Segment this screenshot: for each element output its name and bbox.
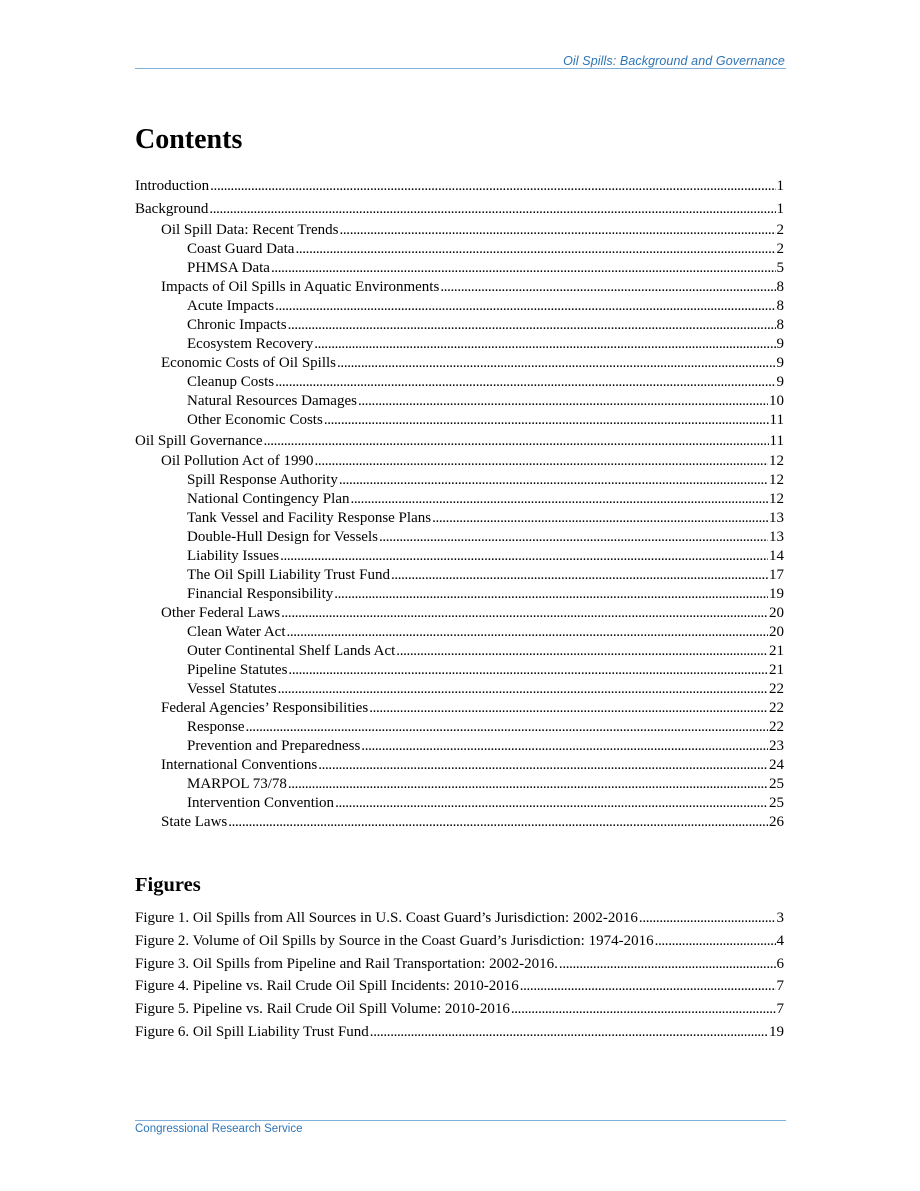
toc-entry-title: Tank Vessel and Facility Response Plans bbox=[187, 510, 432, 527]
toc-entry-page: 26 bbox=[769, 814, 784, 831]
toc-entry-page: 12 bbox=[769, 453, 784, 470]
toc-entry[interactable] bbox=[135, 335, 784, 354]
toc-entry-title: Other Economic Costs bbox=[187, 411, 323, 428]
toc-entry[interactable] bbox=[135, 547, 784, 566]
dot-leader bbox=[314, 335, 775, 354]
toc-entry-page: 14 bbox=[769, 548, 784, 565]
dot-leader bbox=[340, 221, 776, 240]
dot-leader bbox=[275, 373, 775, 392]
figure-entry-title: Figure 4. Pipeline vs. Rail Crude Oil Spill Incidents: 2010-2016 bbox=[135, 978, 519, 995]
toc-entry-page: 21 bbox=[769, 662, 784, 679]
dot-leader bbox=[318, 756, 768, 775]
toc-entry-page: 11 bbox=[769, 432, 784, 449]
figure-entry[interactable] bbox=[135, 1021, 784, 1044]
dot-leader bbox=[315, 452, 768, 471]
toc-entry-page: 12 bbox=[769, 472, 784, 489]
dot-leader bbox=[396, 642, 768, 661]
figure-entry-page: 3 bbox=[776, 910, 784, 926]
dot-leader bbox=[275, 297, 775, 316]
dot-leader bbox=[210, 175, 775, 198]
dot-leader bbox=[295, 240, 775, 259]
toc-entry-title: Impacts of Oil Spills in Aquatic Environments bbox=[161, 278, 440, 295]
toc-entry-page: 9 bbox=[776, 373, 784, 390]
toc-entry-page: 9 bbox=[776, 354, 784, 371]
figure-entry-page: 7 bbox=[776, 1001, 784, 1018]
figure-entry-title: Figure 3. Oil Spills from Pipeline and Rail Transportation: 2002-2016. bbox=[135, 955, 558, 972]
dot-leader bbox=[263, 430, 768, 453]
toc-entry-title: Oil Pollution Act of 1990 bbox=[161, 453, 314, 470]
header-rule bbox=[135, 68, 786, 69]
toc-entry-title: Spill Response Authority bbox=[187, 472, 338, 489]
figure-entry[interactable] bbox=[135, 975, 784, 998]
toc-entry-page: 20 bbox=[769, 624, 784, 641]
toc-entry-title: Federal Agencies’ Responsibilities bbox=[161, 700, 369, 717]
toc-entry-title: Double-Hull Design for Vessels bbox=[187, 529, 378, 546]
toc-entry-page: 2 bbox=[776, 240, 784, 257]
toc-entry-page: 12 bbox=[769, 491, 784, 508]
toc-entry-page: 13 bbox=[769, 529, 784, 546]
toc-entry[interactable] bbox=[135, 775, 784, 794]
dot-leader bbox=[432, 509, 768, 528]
figure-entry-page: 4 bbox=[776, 932, 784, 949]
toc-entry[interactable] bbox=[135, 566, 784, 585]
dot-leader bbox=[379, 528, 768, 547]
footer-organization: Congressional Research Service bbox=[135, 1123, 303, 1135]
toc-entry-title: The Oil Spill Liability Trust Fund bbox=[187, 567, 390, 584]
toc-entry[interactable] bbox=[135, 471, 784, 490]
toc-entry-page: 5 bbox=[776, 259, 784, 276]
dot-leader bbox=[246, 718, 769, 737]
figure-entry-title: Figure 5. Pipeline vs. Rail Crude Oil Spill Volume: 2010-2016 bbox=[135, 1001, 510, 1018]
dot-leader bbox=[391, 566, 768, 585]
toc-entry-title: Cleanup Costs bbox=[187, 373, 275, 390]
toc-entry[interactable] bbox=[135, 452, 784, 471]
table-of-contents bbox=[135, 175, 784, 832]
dot-leader bbox=[369, 699, 768, 718]
toc-entry-title: National Contingency Plan bbox=[187, 491, 350, 508]
toc-entry-title: Response bbox=[187, 719, 245, 736]
dot-leader bbox=[324, 411, 769, 430]
toc-entry-page: 2 bbox=[776, 221, 784, 238]
toc-entry[interactable] bbox=[135, 737, 784, 756]
figure-entry[interactable] bbox=[135, 907, 784, 930]
toc-entry-title: State Laws bbox=[161, 814, 228, 831]
figure-entry-title: Figure 1. Oil Spills from All Sources in U.S. Coast Guard’s Jurisdiction: 2002-2016 bbox=[135, 910, 638, 926]
toc-entry[interactable] bbox=[135, 259, 784, 278]
dot-leader bbox=[520, 975, 776, 998]
figure-entry-title: Figure 6. Oil Spill Liability Trust Fund bbox=[135, 1023, 369, 1040]
toc-entry[interactable] bbox=[135, 794, 784, 813]
toc-entry[interactable] bbox=[135, 354, 784, 373]
toc-entry-title: PHMSA Data bbox=[187, 259, 270, 276]
toc-entry-page: 25 bbox=[769, 776, 784, 793]
toc-entry-title: Oil Spill Data: Recent Trends bbox=[161, 221, 339, 238]
toc-entry[interactable] bbox=[135, 699, 784, 718]
toc-entry-title: Introduction bbox=[135, 178, 210, 194]
dot-leader bbox=[639, 907, 776, 930]
toc-entry[interactable] bbox=[135, 490, 784, 509]
toc-entry-page: 17 bbox=[769, 567, 784, 584]
toc-entry[interactable] bbox=[135, 278, 784, 297]
toc-entry[interactable] bbox=[135, 528, 784, 547]
dot-leader bbox=[286, 623, 768, 642]
dot-leader bbox=[280, 547, 768, 566]
toc-entry-title: Intervention Convention bbox=[187, 795, 335, 812]
toc-entry-title: Pipeline Statutes bbox=[187, 662, 288, 679]
dot-leader bbox=[358, 392, 768, 411]
toc-entry-page: 24 bbox=[769, 757, 784, 774]
toc-entry[interactable] bbox=[135, 221, 784, 240]
toc-entry[interactable] bbox=[135, 297, 784, 316]
toc-entry[interactable] bbox=[135, 373, 784, 392]
toc-entry[interactable] bbox=[135, 240, 784, 259]
toc-entry-title: Prevention and Preparedness bbox=[187, 738, 361, 755]
toc-entry-title: Vessel Statutes bbox=[187, 681, 277, 698]
dot-leader bbox=[350, 490, 768, 509]
dot-leader bbox=[334, 585, 768, 604]
figure-entry-page: 6 bbox=[776, 955, 784, 972]
toc-entry-page: 20 bbox=[769, 605, 784, 622]
toc-entry-title: Acute Impacts bbox=[187, 297, 275, 314]
dot-leader bbox=[335, 794, 768, 813]
toc-entry-title: Coast Guard Data bbox=[187, 240, 295, 257]
figure-entry-title: Figure 2. Volume of Oil Spills by Source in the Coast Guard’s Jurisdiction: 1974-2016 bbox=[135, 932, 654, 949]
toc-entry-page: 13 bbox=[769, 510, 784, 527]
toc-entry-page: 23 bbox=[769, 738, 784, 755]
contents-title: Contents bbox=[135, 124, 243, 155]
toc-entry[interactable] bbox=[135, 680, 784, 699]
toc-entry-page: 8 bbox=[776, 316, 784, 333]
toc-entry-title: Background bbox=[135, 200, 209, 217]
list-of-figures bbox=[135, 907, 784, 1044]
figure-entry-page: 19 bbox=[769, 1023, 784, 1040]
toc-entry-page: 11 bbox=[769, 411, 784, 428]
toc-entry-title: Ecosystem Recovery bbox=[187, 335, 314, 352]
toc-entry-page: 22 bbox=[769, 700, 784, 717]
toc-entry[interactable] bbox=[135, 392, 784, 411]
toc-entry-title: International Conventions bbox=[161, 757, 318, 774]
toc-entry-page: 19 bbox=[769, 586, 784, 603]
dot-leader bbox=[288, 661, 768, 680]
dot-leader bbox=[288, 775, 768, 794]
toc-entry-title: Chronic Impacts bbox=[187, 316, 287, 333]
dot-leader bbox=[361, 737, 768, 756]
dot-leader bbox=[337, 354, 775, 373]
dot-leader bbox=[370, 1021, 768, 1044]
dot-leader bbox=[209, 198, 775, 221]
toc-entry[interactable] bbox=[135, 813, 784, 832]
figures-title: Figures bbox=[135, 874, 201, 896]
dot-leader bbox=[288, 316, 776, 335]
toc-entry[interactable] bbox=[135, 642, 784, 661]
figure-entry[interactable] bbox=[135, 930, 784, 953]
toc-entry-page: 1 bbox=[776, 178, 784, 194]
toc-entry-title: Liability Issues bbox=[187, 548, 280, 565]
dot-leader bbox=[281, 604, 768, 623]
toc-entry-title: Clean Water Act bbox=[187, 624, 286, 641]
dot-leader bbox=[440, 278, 775, 297]
toc-entry-title: Economic Costs of Oil Spills bbox=[161, 354, 337, 371]
footer-rule bbox=[135, 1120, 786, 1121]
toc-entry[interactable] bbox=[135, 623, 784, 642]
figure-entry[interactable] bbox=[135, 998, 784, 1021]
toc-entry-title: Natural Resources Damages bbox=[187, 392, 357, 409]
toc-entry[interactable] bbox=[135, 718, 784, 737]
toc-entry-title: MARPOL 73/78 bbox=[187, 776, 287, 793]
toc-entry-page: 1 bbox=[776, 200, 784, 217]
toc-entry-title: Oil Spill Governance bbox=[135, 432, 263, 449]
toc-entry-title: Other Federal Laws bbox=[161, 605, 281, 622]
dot-leader bbox=[228, 813, 768, 832]
toc-entry[interactable] bbox=[135, 198, 784, 221]
toc-entry-title: Financial Responsibility bbox=[187, 586, 334, 603]
toc-entry-page: 25 bbox=[769, 795, 784, 812]
dot-leader bbox=[655, 930, 776, 953]
running-title: Oil Spills: Background and Governance bbox=[563, 54, 785, 68]
toc-entry-title: Outer Continental Shelf Lands Act bbox=[187, 643, 396, 660]
figure-entry-page: 7 bbox=[776, 978, 784, 995]
toc-entry-page: 8 bbox=[776, 297, 784, 314]
toc-entry-page: 21 bbox=[769, 643, 784, 660]
toc-entry-page: 10 bbox=[769, 392, 784, 409]
toc-entry[interactable] bbox=[135, 604, 784, 623]
dot-leader bbox=[278, 680, 768, 699]
figure-entry[interactable] bbox=[135, 953, 784, 976]
toc-entry-page: 8 bbox=[776, 278, 784, 295]
toc-entry[interactable] bbox=[135, 661, 784, 680]
toc-entry[interactable] bbox=[135, 430, 784, 453]
toc-entry-page: 22 bbox=[769, 719, 784, 736]
dot-leader bbox=[339, 471, 768, 490]
toc-entry[interactable] bbox=[135, 585, 784, 604]
toc-entry-page: 9 bbox=[776, 335, 784, 352]
dot-leader bbox=[511, 998, 776, 1021]
toc-entry[interactable] bbox=[135, 509, 784, 528]
toc-entry[interactable] bbox=[135, 316, 784, 335]
toc-entry[interactable] bbox=[135, 756, 784, 775]
dot-leader bbox=[559, 953, 776, 976]
toc-entry[interactable] bbox=[135, 175, 784, 198]
dot-leader bbox=[271, 259, 776, 278]
toc-entry-page: 22 bbox=[769, 681, 784, 698]
toc-entry[interactable] bbox=[135, 411, 784, 430]
